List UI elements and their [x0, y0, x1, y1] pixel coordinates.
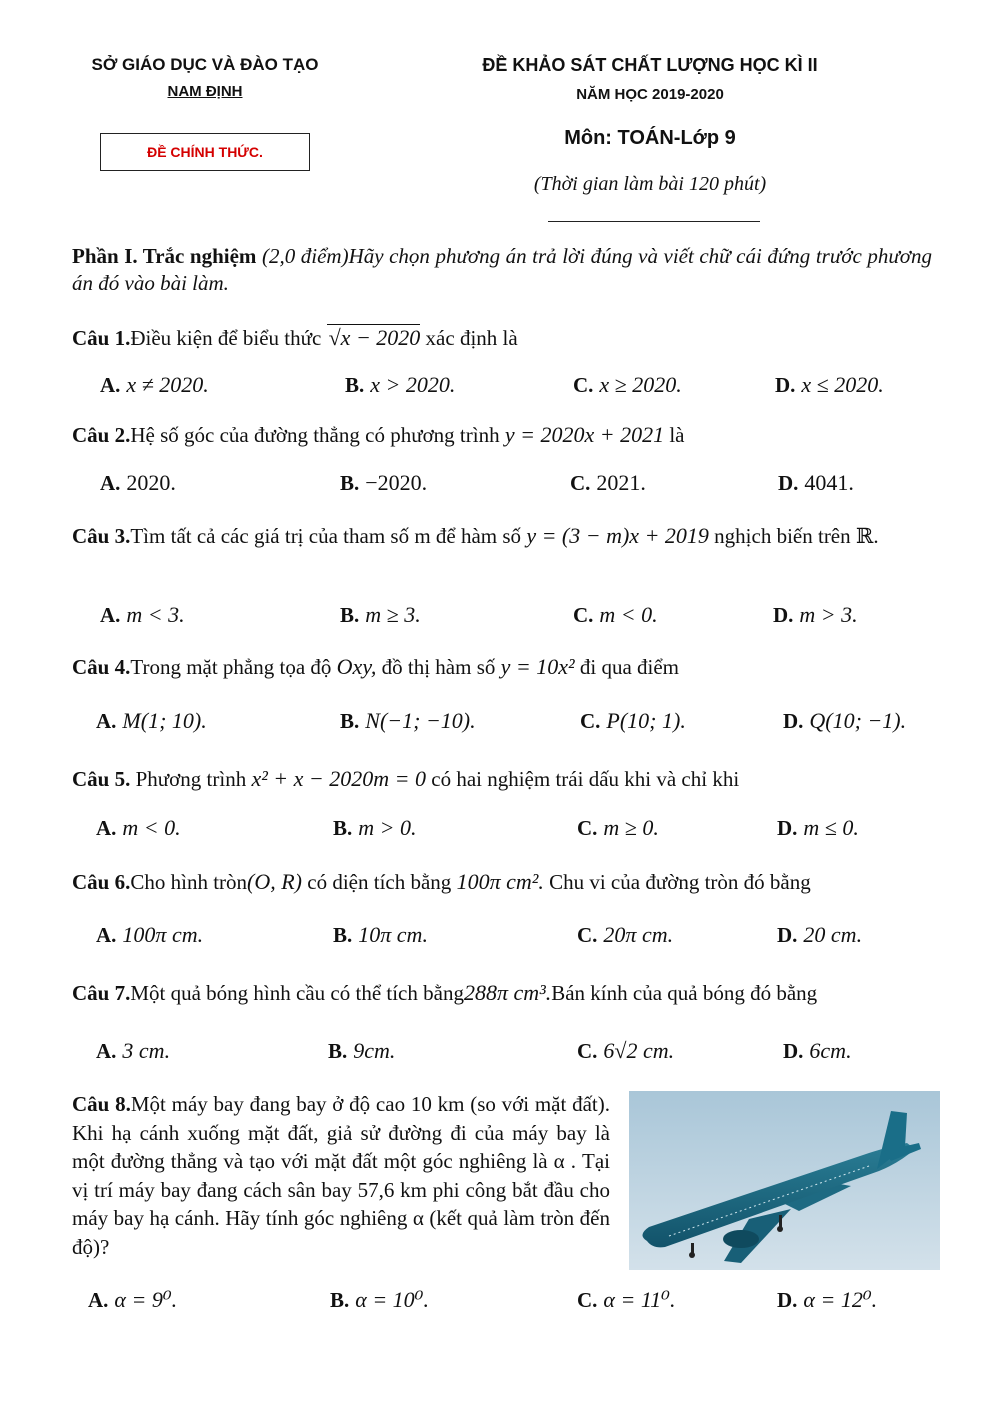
question-tail: nghịch biến trên ℝ. — [714, 524, 879, 548]
question-math-2: y = 10x² — [500, 654, 575, 679]
question-label: Câu 4. — [72, 655, 131, 679]
school-year: NĂM HỌC 2019-2020 — [576, 86, 724, 103]
question-tail: là — [669, 423, 685, 447]
option-c[interactable]: C. 2021. — [570, 470, 646, 495]
option-b[interactable]: B. 10π cm. — [333, 922, 428, 947]
section-heading — [72, 243, 932, 297]
option-c[interactable]: C. 20π cm. — [577, 922, 674, 947]
exam-title: ĐỀ KHẢO SÁT CHẤT LƯỢNG HỌC KÌ II — [482, 55, 818, 75]
option-a[interactable]: A. 100π cm. — [96, 922, 204, 947]
option-d[interactable]: D. m ≤ 0. — [777, 815, 859, 840]
department-name: SỞ GIÁO DỤC VÀ ĐÀO TẠO — [91, 55, 319, 74]
option-a[interactable]: A. 2020. — [100, 470, 176, 495]
question-2 — [72, 420, 932, 450]
question-6 — [72, 867, 932, 897]
option-d[interactable]: D. x ≤ 2020. — [775, 372, 884, 397]
question-tail-2: Chu vi của đường tròn đó bằng — [549, 870, 811, 894]
option-a[interactable]: A. 3 cm. — [96, 1038, 171, 1063]
question-tail: Bán kính của quả bóng đó bằng — [551, 981, 818, 1005]
question-tail: có diện tích bằng — [307, 870, 452, 894]
question-math: 288π cm³. — [463, 980, 552, 1005]
option-c[interactable]: C. m < 0. — [573, 602, 658, 627]
question-label: Câu 6. — [72, 870, 131, 894]
option-d[interactable]: D. 20 cm. — [777, 922, 863, 947]
question-tail-2: đi qua điểm — [579, 655, 680, 679]
option-d[interactable]: D. m > 3. — [773, 602, 858, 627]
question-math: y = (3 − m)x + 2019 — [526, 523, 709, 548]
question-label: Câu 7. — [72, 981, 131, 1005]
question-tail: đồ thị hàm số — [381, 655, 496, 679]
question-label: Câu 3. — [72, 524, 131, 548]
option-c[interactable]: C. x ≥ 2020. — [573, 372, 682, 397]
option-a[interactable]: A. x ≠ 2020. — [100, 372, 209, 397]
question-math: y = 2020x + 2021 — [504, 422, 665, 447]
option-c[interactable]: C. α = 11⁰. — [577, 1287, 676, 1312]
subject-line: Môn: TOÁN-Lớp 9 — [564, 127, 736, 149]
option-a[interactable]: A. m < 0. — [96, 815, 181, 840]
question-label: Câu 2. — [72, 423, 131, 447]
option-c[interactable]: C. m ≥ 0. — [577, 815, 659, 840]
question-3 — [72, 521, 932, 551]
question-label: Câu 5. — [72, 767, 131, 791]
option-b[interactable]: B. m ≥ 3. — [340, 602, 421, 627]
option-b[interactable]: B. m > 0. — [333, 815, 417, 840]
question-tail: xác định là — [425, 326, 518, 350]
question-text: Trong mặt phẳng tọa độ — [130, 655, 332, 679]
airplane-image — [629, 1091, 940, 1270]
section-title: Phần I. Trắc nghiệm — [72, 244, 257, 268]
option-a[interactable]: A. m < 3. — [100, 602, 185, 627]
question-text: Phương trình — [135, 767, 247, 791]
option-b[interactable]: B. α = 10⁰. — [330, 1287, 429, 1312]
question-1 — [72, 323, 932, 353]
question-math-2: 100π cm². — [456, 869, 544, 894]
question-8 — [72, 1090, 610, 1261]
question-math: x² + x − 2020m = 0 — [251, 766, 426, 791]
option-d[interactable]: D. Q(10; −1). — [783, 708, 907, 733]
option-a[interactable]: A. α = 9⁰. — [88, 1287, 178, 1312]
question-5 — [72, 764, 932, 794]
option-b[interactable]: B. 9cm. — [328, 1038, 396, 1063]
question-4 — [72, 652, 932, 682]
question-text: Tìm tất cả các giá trị của tham số m để hàm số — [130, 524, 522, 548]
option-c[interactable]: C. 6√2 cm. — [577, 1038, 675, 1063]
official-label: ĐỀ CHÍNH THỨC. — [147, 144, 263, 160]
question-text: Một quả bóng hình cầu có thể tích bằng — [130, 981, 464, 1005]
option-b[interactable]: B. −2020. — [340, 470, 428, 495]
question-text: Hệ số góc của đường thẳng có phương trình — [130, 423, 500, 447]
question-math: (O, R) — [247, 869, 303, 894]
question-tail: có hai nghiệm trái dấu khi và chỉ khi — [431, 767, 740, 791]
option-d[interactable]: D. α = 12⁰. — [777, 1287, 878, 1312]
option-b[interactable]: B. N(−1; −10). — [340, 708, 476, 733]
question-text: Một máy bay đang bay ở độ cao 10 km (so với mặt đất). Khi hạ cánh xuống mặt đất, giả sử đường đi của máy bay là một đường thẳng và tạo với mặt đất một góc nghiêng là α . Tại vị trí máy bay đang cách sân bay 57,6 km phi công bắt đầu cho máy bay hạ cánh. Hãy tính góc nghiêng α (kết quả làm tròn đến độ)? — [72, 1092, 610, 1259]
option-b[interactable]: B. x > 2020. — [345, 372, 456, 397]
section-instruction: Hãy chọn phương án trả lời đúng và viết chữ cái đứng trước phương án đó vào bài làm. — [72, 244, 933, 295]
question-label: Câu 1. — [72, 326, 131, 350]
official-exam-box — [100, 133, 310, 171]
question-math: Oxy, — [336, 654, 377, 679]
option-d[interactable]: D. 4041. — [778, 470, 854, 495]
option-c[interactable]: C. P(10; 1). — [580, 708, 686, 733]
header-divider — [548, 221, 760, 222]
question-text: Điều kiện để biểu thức — [130, 326, 322, 350]
province-name: NAM ĐỊNH — [167, 83, 243, 100]
option-a[interactable]: A. M(1; 10). — [96, 708, 207, 733]
question-7 — [72, 978, 932, 1008]
exam-duration: (Thời gian làm bài 120 phút) — [533, 173, 767, 195]
question-math: √x − 2020 — [328, 325, 421, 350]
question-label: Câu 8. — [72, 1092, 131, 1116]
section-points: (2,0 điểm) — [261, 244, 349, 268]
option-d[interactable]: D. 6cm. — [783, 1038, 852, 1063]
question-text: Cho hình tròn — [130, 870, 248, 894]
